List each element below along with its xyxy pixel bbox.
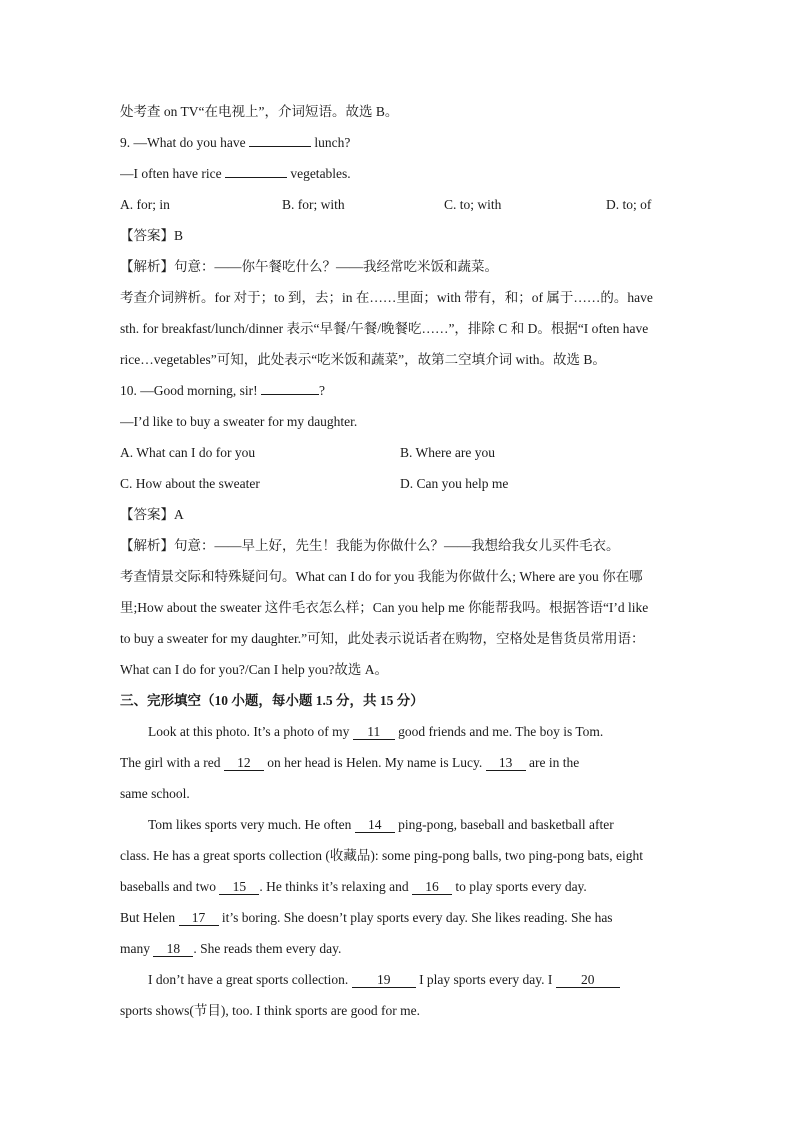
cloze-blank: 16	[412, 879, 452, 895]
option-b: B. Where are you	[400, 445, 495, 460]
question-9-options	[120, 189, 680, 220]
answer-label: 【答案】A	[120, 507, 184, 522]
response-text: vegetables.	[290, 166, 351, 181]
cloze-blank: 14	[355, 817, 395, 833]
response-text: —I often have rice	[120, 166, 222, 181]
question-10-options-row1	[120, 437, 680, 468]
passage-text: . He thinks it’s relaxing and	[259, 879, 409, 894]
explanation-line: 考查介词辨析。for 对于；to 到，去；in 在……里面；with 带有，和；of 属于……的。have	[120, 290, 653, 305]
cloze-blank: 17	[179, 910, 219, 926]
passage-line	[120, 871, 680, 902]
text-line: 处考查 on TV“在电视上”，介词短语。故选 B。	[120, 104, 399, 119]
passage-text: I don’t have a great sports collection.	[148, 972, 349, 987]
explanation-line: rice…vegetables”可知，此处表示“吃米饭和蔬菜”，故第二空填介词 with。故选 B。	[120, 352, 606, 367]
passage-text: to play sports every day.	[455, 879, 587, 894]
section-title: 三、完形填空（10 小题，每小题 1.5 分，共 15 分）	[120, 693, 424, 708]
option-d: D. to; of	[606, 197, 652, 212]
option-b: B. for; with	[282, 197, 345, 212]
passage-text: . She reads them every day.	[193, 941, 342, 956]
option-d: D. Can you help me	[400, 476, 509, 491]
stem-text: 9. —What do you have	[120, 135, 246, 150]
explanation-line: 里;How about the sweater 这件毛衣怎么样；Can you help me 你能帮我吗。根据答语“I’d like	[120, 600, 649, 615]
cloze-blank: 12	[224, 755, 264, 771]
passage-text: I play sports every day. I	[419, 972, 553, 987]
passage-text: many	[120, 941, 150, 956]
option-c: C. How about the sweater	[120, 476, 260, 491]
passage-text: on her head is Helen. My name is Lucy.	[267, 755, 483, 770]
stem-text: ?	[319, 383, 325, 398]
stem-text: lunch?	[314, 135, 351, 150]
answer-blank	[249, 131, 311, 147]
answer-blank	[261, 379, 319, 395]
explanation-line: sth. for breakfast/lunch/dinner 表示“早餐/午餐/晚餐吃……”，排除 C 和 D。根据“I often have	[120, 321, 649, 336]
passage-line	[120, 809, 680, 840]
passage-line	[120, 902, 680, 933]
cloze-blank: 11	[353, 724, 395, 740]
document-page	[120, 96, 680, 1026]
passage-line: same school.	[120, 786, 190, 801]
passage-text: baseballs and two	[120, 879, 216, 894]
question-10-stem	[120, 375, 680, 406]
passage-line	[120, 933, 680, 964]
cloze-blank: 19	[352, 972, 416, 988]
explanation-line: 【解析】句意：——你午餐吃什么？——我经常吃米饭和蔬菜。	[120, 259, 498, 274]
passage-text: good friends and me. The boy is Tom.	[398, 724, 604, 739]
option-a: A. for; in	[120, 197, 170, 212]
passage-text: Tom likes sports very much. He often	[148, 817, 352, 832]
passage-line: class. He has a great sports collection (收藏品): some ping-pong balls, two ping-pong bats, eight	[120, 848, 644, 863]
passage-line	[120, 716, 680, 747]
explanation-line: What can I do for you?/Can I help you?故选 A。	[120, 662, 389, 677]
passage-text: The girl with a red	[120, 755, 221, 770]
explanation-line: 考查情景交际和特殊疑问句。What can I do for you 我能为你做什么; Where are you 你在哪	[120, 569, 643, 584]
passage-line	[120, 964, 680, 995]
stem-text: 10. —Good morning, sir!	[120, 383, 258, 398]
cloze-blank: 13	[486, 755, 526, 771]
passage-text: ping-pong, baseball and basketball after	[398, 817, 614, 832]
passage-text: it’s boring. She doesn’t play sports every day. She likes reading. She has	[221, 910, 613, 925]
cloze-blank: 15	[219, 879, 259, 895]
question-9-stem	[120, 127, 680, 158]
cloze-blank: 20	[556, 972, 620, 988]
question-10-options-row2	[120, 468, 680, 499]
question-9-response	[120, 158, 680, 189]
question-10-response: —I’d like to buy a sweater for my daughter.	[120, 414, 358, 429]
passage-text: Look at this photo. It’s a photo of my	[148, 724, 350, 739]
passage-line	[120, 747, 680, 778]
passage-line: sports shows(节目), too. I think sports are good for me.	[120, 1003, 420, 1018]
option-c: C. to; with	[444, 197, 502, 212]
explanation-line: 【解析】句意：——早上好，先生！我能为你做什么？——我想给我女儿买件毛衣。	[120, 538, 620, 553]
answer-label: 【答案】B	[120, 228, 184, 243]
cloze-blank: 18	[153, 941, 193, 957]
option-a: A. What can I do for you	[120, 445, 256, 460]
passage-text: But Helen	[120, 910, 176, 925]
passage-text: are in the	[529, 755, 580, 770]
explanation-line: to buy a sweater for my daughter.”可知，此处表示说话者在购物，空格处是售货员常用语：	[120, 631, 645, 646]
answer-blank	[225, 162, 287, 178]
